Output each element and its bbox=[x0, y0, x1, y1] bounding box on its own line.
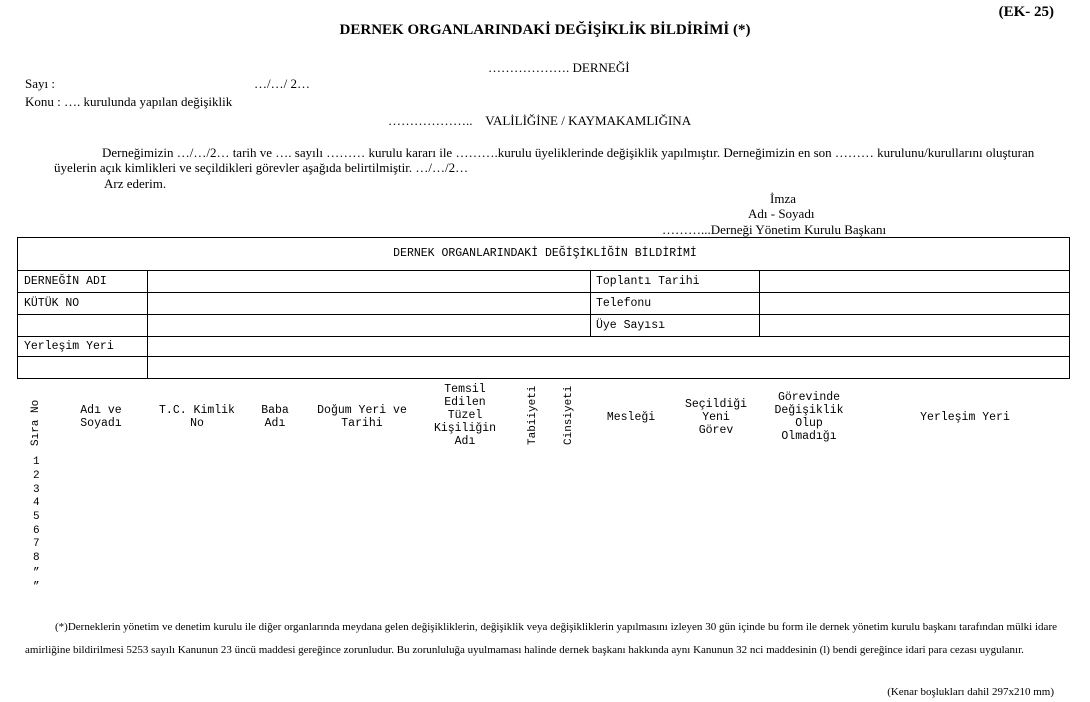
column-tabiiyeti: Tabiiyeti bbox=[527, 385, 539, 445]
row-number: ” bbox=[33, 567, 40, 579]
footnote bbox=[25, 616, 1057, 662]
sayi-label: Sayı : bbox=[25, 76, 55, 91]
konu-line: Konu : …. kurulunda yapılan değişiklik bbox=[25, 94, 233, 109]
footnote-text: (*)Derneklerin yönetim ve denetim kurulu ile diğer organlarında meydana gelen değişikliklerin, değişiklik veya değişikliklerin yapılmasını izleyen 30 gün içinde bu form ile dernek yönetim kurulu başkanı tarafından mülki idare amirliğine bildirilmesi 5253 sayılı Kanunun 23 üncü maddesi gereğince zorunludur. Bu zorunluluğa uyulmaması halinde dernek başkanı hakkında aynı Kanunun 32 nci maddesinin (l) bendi gereğince idari para cezası uygulanır. bbox=[25, 621, 1057, 656]
dernek-adi-label: DERNEĞİN ADI bbox=[24, 275, 107, 288]
row-number: 5 bbox=[33, 511, 40, 523]
adi-soyadi-label: Adı - Soyadı bbox=[748, 206, 815, 221]
row-number: 3 bbox=[33, 484, 40, 496]
yerlesim-yeri-label: Yerleşim Yeri bbox=[24, 340, 114, 353]
table-divider bbox=[17, 336, 1070, 337]
document-title: DERNEK ORGANLARINDAKİ DEĞİŞİKLİK BİLDİRİMİ (*) bbox=[339, 22, 751, 38]
telefonu-label: Telefonu bbox=[596, 297, 652, 310]
margin-note: (Kenar boşlukları dahil 297x210 mm) bbox=[887, 686, 1054, 698]
row-number: 6 bbox=[33, 525, 40, 537]
row-number: 8 bbox=[33, 552, 40, 564]
column-adi-soyadi: Adı ve Soyadı bbox=[80, 404, 122, 430]
table-divider bbox=[17, 356, 1070, 357]
table-divider bbox=[147, 270, 148, 379]
form-title: DERNEK ORGANLARINDAKİ DEĞİŞİKLİĞİN BİLDİRİMİ bbox=[393, 247, 697, 260]
column-tc-kimlik: T.C. Kimlik No bbox=[159, 404, 235, 430]
row-number: 1 bbox=[33, 456, 40, 468]
column-baba-adi: Baba Adı bbox=[261, 404, 289, 430]
column-gorevinde: Görevinde Değişiklik Olup Olmadığı bbox=[774, 391, 844, 443]
table-divider bbox=[17, 292, 1070, 293]
column-secildigi: Seçildiği Yeni Görev bbox=[684, 398, 748, 437]
row-number: 7 bbox=[33, 538, 40, 550]
uye-sayisi-label: Üye Sayısı bbox=[596, 319, 666, 332]
column-dogum: Doğum Yeri ve Tarihi bbox=[317, 404, 407, 430]
column-cinsiyeti: Cinsiyeti bbox=[563, 385, 575, 445]
toplanti-tarihi-label: Toplantı Tarihi bbox=[596, 275, 700, 288]
column-sira-no: Sıra No bbox=[30, 399, 42, 446]
kutuk-no-label: KÜTÜK NO bbox=[24, 297, 80, 310]
table-divider bbox=[17, 314, 1070, 315]
column-meslegi: Mesleği bbox=[606, 411, 656, 424]
body-paragraph: Derneğimizin …/…/2… tarih ve …. sayılı ……… kurulu kararı ile ……….kurulu üyeliklerinde değişiklik yapılmıştır. Derneğimizin en son ……… kurulunu/kurullarını oluşturan üyelerin açık kimlikleri ve seçildikleri görevler aşağıda belirtilmiştir. …/…/2… bbox=[54, 145, 1035, 175]
column-yerlesim: Yerleşim Yeri bbox=[920, 411, 1010, 424]
column-temsil: Temsil Edilen Tüzel Kişiliğin Adı bbox=[433, 383, 497, 448]
date-field: …/…/ 2… bbox=[254, 76, 310, 91]
dernek-line: ………………. DERNEĞİ bbox=[488, 60, 630, 75]
baskan-label: ………...Derneği Yönetim Kurulu Başkanı bbox=[662, 222, 887, 237]
table-divider bbox=[590, 270, 591, 336]
row-number: 2 bbox=[33, 470, 40, 482]
row-number: 4 bbox=[33, 497, 40, 509]
row-number: ” bbox=[33, 581, 40, 593]
valilik-line: ……………….. VALİLİĞİNE / KAYMAKAMLIĞINA bbox=[388, 113, 692, 128]
arz-ederim: Arz ederim. bbox=[104, 176, 167, 191]
table-divider bbox=[17, 270, 1070, 271]
annex-code: (EK- 25) bbox=[998, 4, 1054, 20]
imza-label: İmza bbox=[770, 191, 796, 206]
table-divider bbox=[759, 270, 760, 336]
